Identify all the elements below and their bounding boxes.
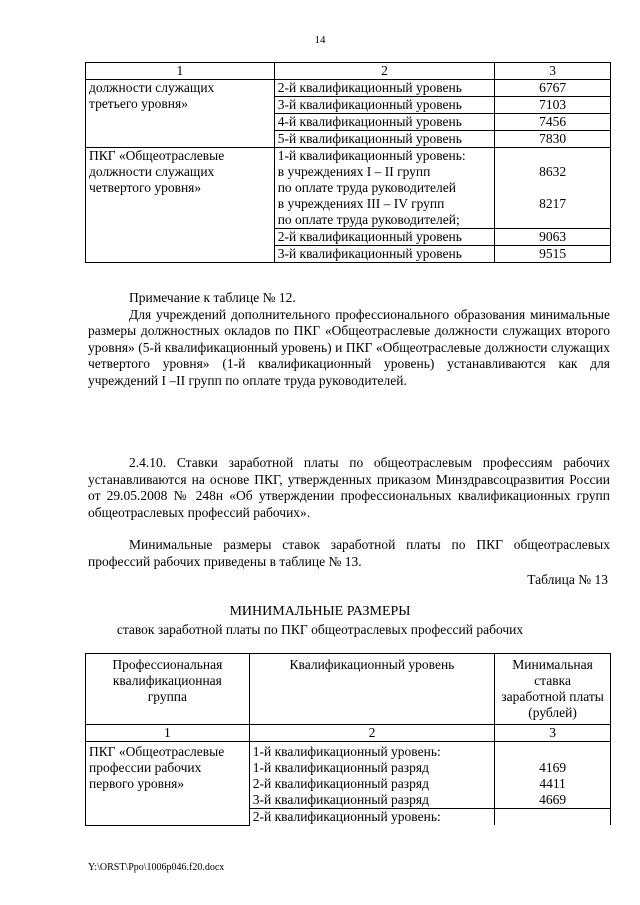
col-number: 2 [274, 63, 495, 80]
level-cell: 2-й квалификационный уровень: [249, 809, 494, 826]
col-number: 1 [86, 725, 250, 742]
level-cell: 1-й квалификационный уровень: в учреждениях I – II групп по оплате труда руководителей в учреждениях III – IV групп по оплате труда руководителей; [274, 148, 495, 229]
group-name-cell: ПКГ «Общеотраслевые профессии рабочих первого уровня» [86, 742, 250, 826]
table-header-row [86, 654, 611, 725]
value-cell: 4169 4411 4669 [495, 742, 611, 809]
table-header-row [86, 63, 611, 80]
col-number: 2 [249, 725, 494, 742]
group-name-cell: ПКГ «Общеотраслевые должности служащих четвертого уровня» [86, 148, 275, 263]
col-number: 3 [495, 725, 611, 742]
header-level-cell: Квалификационный уровень [249, 654, 494, 725]
table-label: Таблица № 13 [527, 572, 608, 587]
level-cell: 2-й квалификационный уровень [274, 80, 495, 97]
table-13 [85, 653, 611, 826]
table-row [86, 80, 611, 97]
value-cell: 7830 [495, 131, 611, 148]
value-cell: 9063 [495, 229, 611, 246]
level-cell: 3-й квалификационный уровень [274, 97, 495, 114]
level-cell: 3-й квалификационный уровень [274, 246, 495, 263]
table-title: МИНИМАЛЬНЫЕ РАЗМЕРЫ [229, 604, 411, 619]
group-name-cell: должности служащих третьего уровня» [86, 80, 275, 148]
page-number: 14 [314, 34, 326, 46]
col-number: 3 [495, 63, 611, 80]
note-text: Для учреждений дополнительного профессионального образования минимальные размеры должностных окладов по ПКГ «Общеотраслевые должности служащих второго уровня» (5-й квалификационный уровень) и ПКГ «Общеотраслевые должности служащих четвертого уровня» (1-й квалификационный уровень) устанавливаются как для учреждений I –II групп по оплате труда руководителей. [88, 306, 610, 388]
table-12-continuation [85, 62, 611, 263]
level-cell: 2-й квалификационный уровень [274, 229, 495, 246]
table-subtitle: ставок заработной платы по ПКГ общеотраслевых профессий рабочих [116, 622, 524, 637]
table-number-row [86, 725, 611, 742]
table-row [86, 148, 611, 229]
section-paragraph [88, 455, 610, 521]
value-cell: 8632 8217 [495, 148, 611, 229]
note-title: Примечание к таблице № 12. [129, 290, 296, 305]
value-cell: 7103 [495, 97, 611, 114]
value-cell: 9515 [495, 246, 611, 263]
footer-file-path: Y:\ORST\Ppo\1006p046.f20.docx [88, 862, 225, 873]
level-cell: 5-й квалификационный уровень [274, 131, 495, 148]
value-cell [495, 809, 611, 826]
note-block [88, 290, 610, 390]
level-cell: 4-й квалификационный уровень [274, 114, 495, 131]
col-number: 1 [86, 63, 275, 80]
section-text: 2.4.10. Ставки заработной платы по общеотраслевым профессиям рабочих устанавливаются на основе ПКГ, утвержденных приказом Минздравсоцразвития России от 29.05.2008 № 248н «Об утверждении профессиональных квалификационных групп общеотраслевых профессий рабочих». [88, 455, 610, 520]
header-rate-cell: Минимальная ставка заработной платы (рублей) [495, 654, 611, 725]
minsizes-paragraph: Минимальные размеры ставок заработной платы по ПКГ общеотраслевых профессий рабочих приведены в таблице № 13. [88, 537, 610, 569]
header-group-cell: Профессиональная квалификационная группа [86, 654, 250, 725]
table-row [86, 742, 611, 809]
level-cell: 1-й квалификационный уровень: 1-й квалификационный разряд 2-й квалификационный разряд 3-й квалификационный разряд [249, 742, 494, 809]
value-cell: 7456 [495, 114, 611, 131]
value-cell: 6767 [495, 80, 611, 97]
